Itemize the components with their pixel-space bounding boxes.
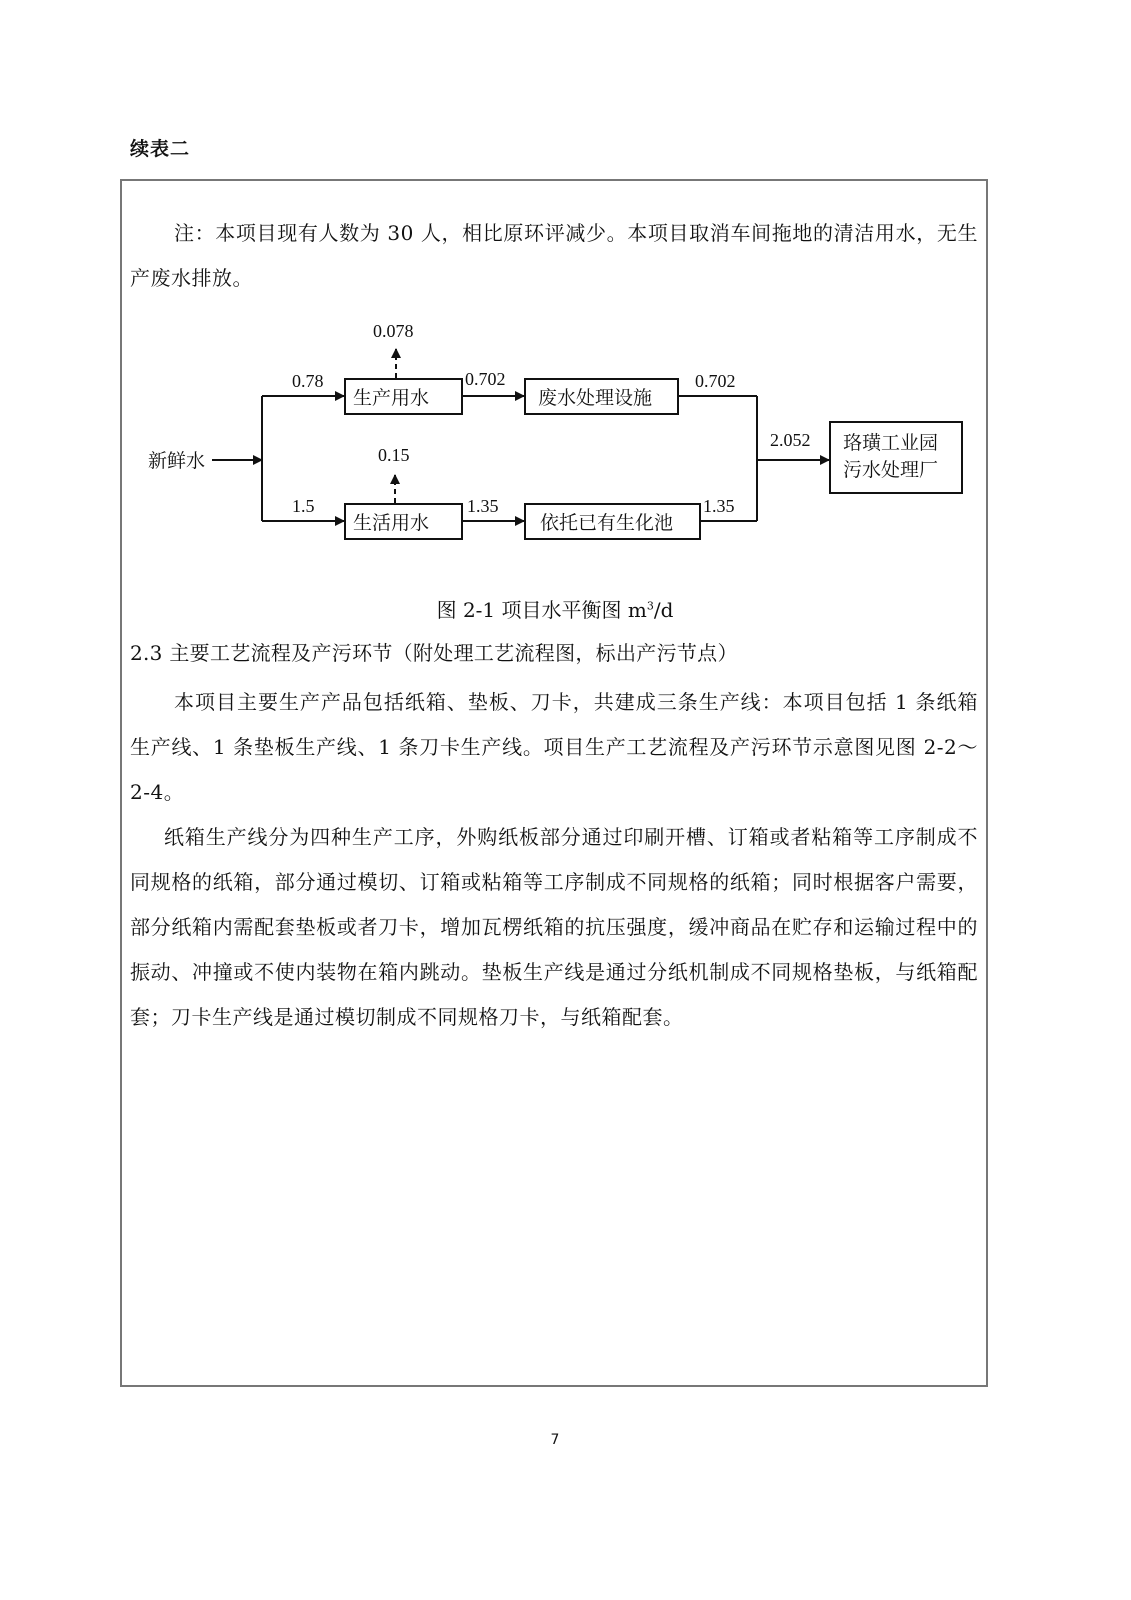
node-production-water-label: 生产用水 (353, 388, 430, 409)
caption-text: 图 2-1 项目水平衡图 m (436, 598, 647, 622)
flow-total-to-plant: 2.052 (770, 430, 811, 450)
flow-production-to-facility: 0.702 (465, 369, 506, 389)
flow-domestic-to-tank: 1.35 (467, 496, 499, 516)
note-paragraph: 注：本项目现有人数为 30 人，相比原环评减少。本项目取消车间拖地的清洁用水，无生产废水排放。 (130, 221, 978, 290)
flow-production-loss: 0.078 (373, 321, 414, 341)
node-sewage-plant-line2: 污水处理厂 (843, 460, 939, 481)
flow-to-production: 0.78 (292, 371, 324, 391)
node-domestic-water-label: 生活用水 (353, 513, 430, 534)
diagram-svg (140, 315, 980, 555)
node-wastewater-facility-label: 废水处理设施 (538, 388, 653, 409)
detail-paragraph: 纸箱生产线分为四种生产工序，外购纸板部分通过印刷开槽、订箱或者粘箱等工序制成不同规格的纸箱，部分通过模切、订箱或粘箱等工序制成不同规格的纸箱；同时根据客户需要，部分纸箱内需配套垫板或者刀卡，增加瓦楞纸箱的抗压强度，缓冲商品在贮存和运输过程中的振动、冲撞或不使内装物在箱内跳动。垫板生产线是通过分纸机制成不同规格垫板，与纸箱配套；刀卡生产线是通过模切制成不同规格刀卡，与纸箱配套。 (130, 825, 978, 1029)
figure-caption (0, 594, 1110, 623)
flow-domestic-loss: 0.15 (378, 445, 410, 465)
section-heading: 2.3 主要工艺流程及产污环节（附处理工艺流程图，标出产污节点） (130, 641, 738, 665)
source-label: 新鲜水 (148, 451, 206, 472)
flow-to-domestic: 1.5 (292, 496, 315, 516)
water-balance-diagram (140, 315, 980, 555)
flow-facility-out: 0.702 (695, 371, 736, 391)
section-title: 续表二 (130, 138, 191, 160)
node-sewage-plant-line1: 珞璜工业园 (843, 433, 939, 454)
intro-paragraph: 本项目主要生产产品包括纸箱、垫板、刀卡，共建成三条生产线：本项目包括 1 条纸箱生产线、1 条垫板生产线、1 条刀卡生产线。项目生产工艺流程及产污环节示意图见图 2-2～2-4。 (130, 690, 978, 804)
node-biochemical-tank-label: 依托已有生化池 (540, 513, 674, 534)
caption-suffix: /d (653, 598, 674, 622)
flow-tank-out: 1.35 (703, 496, 735, 516)
page-number: 7 (550, 1432, 560, 1448)
caption-superscript: 3 (646, 599, 654, 613)
